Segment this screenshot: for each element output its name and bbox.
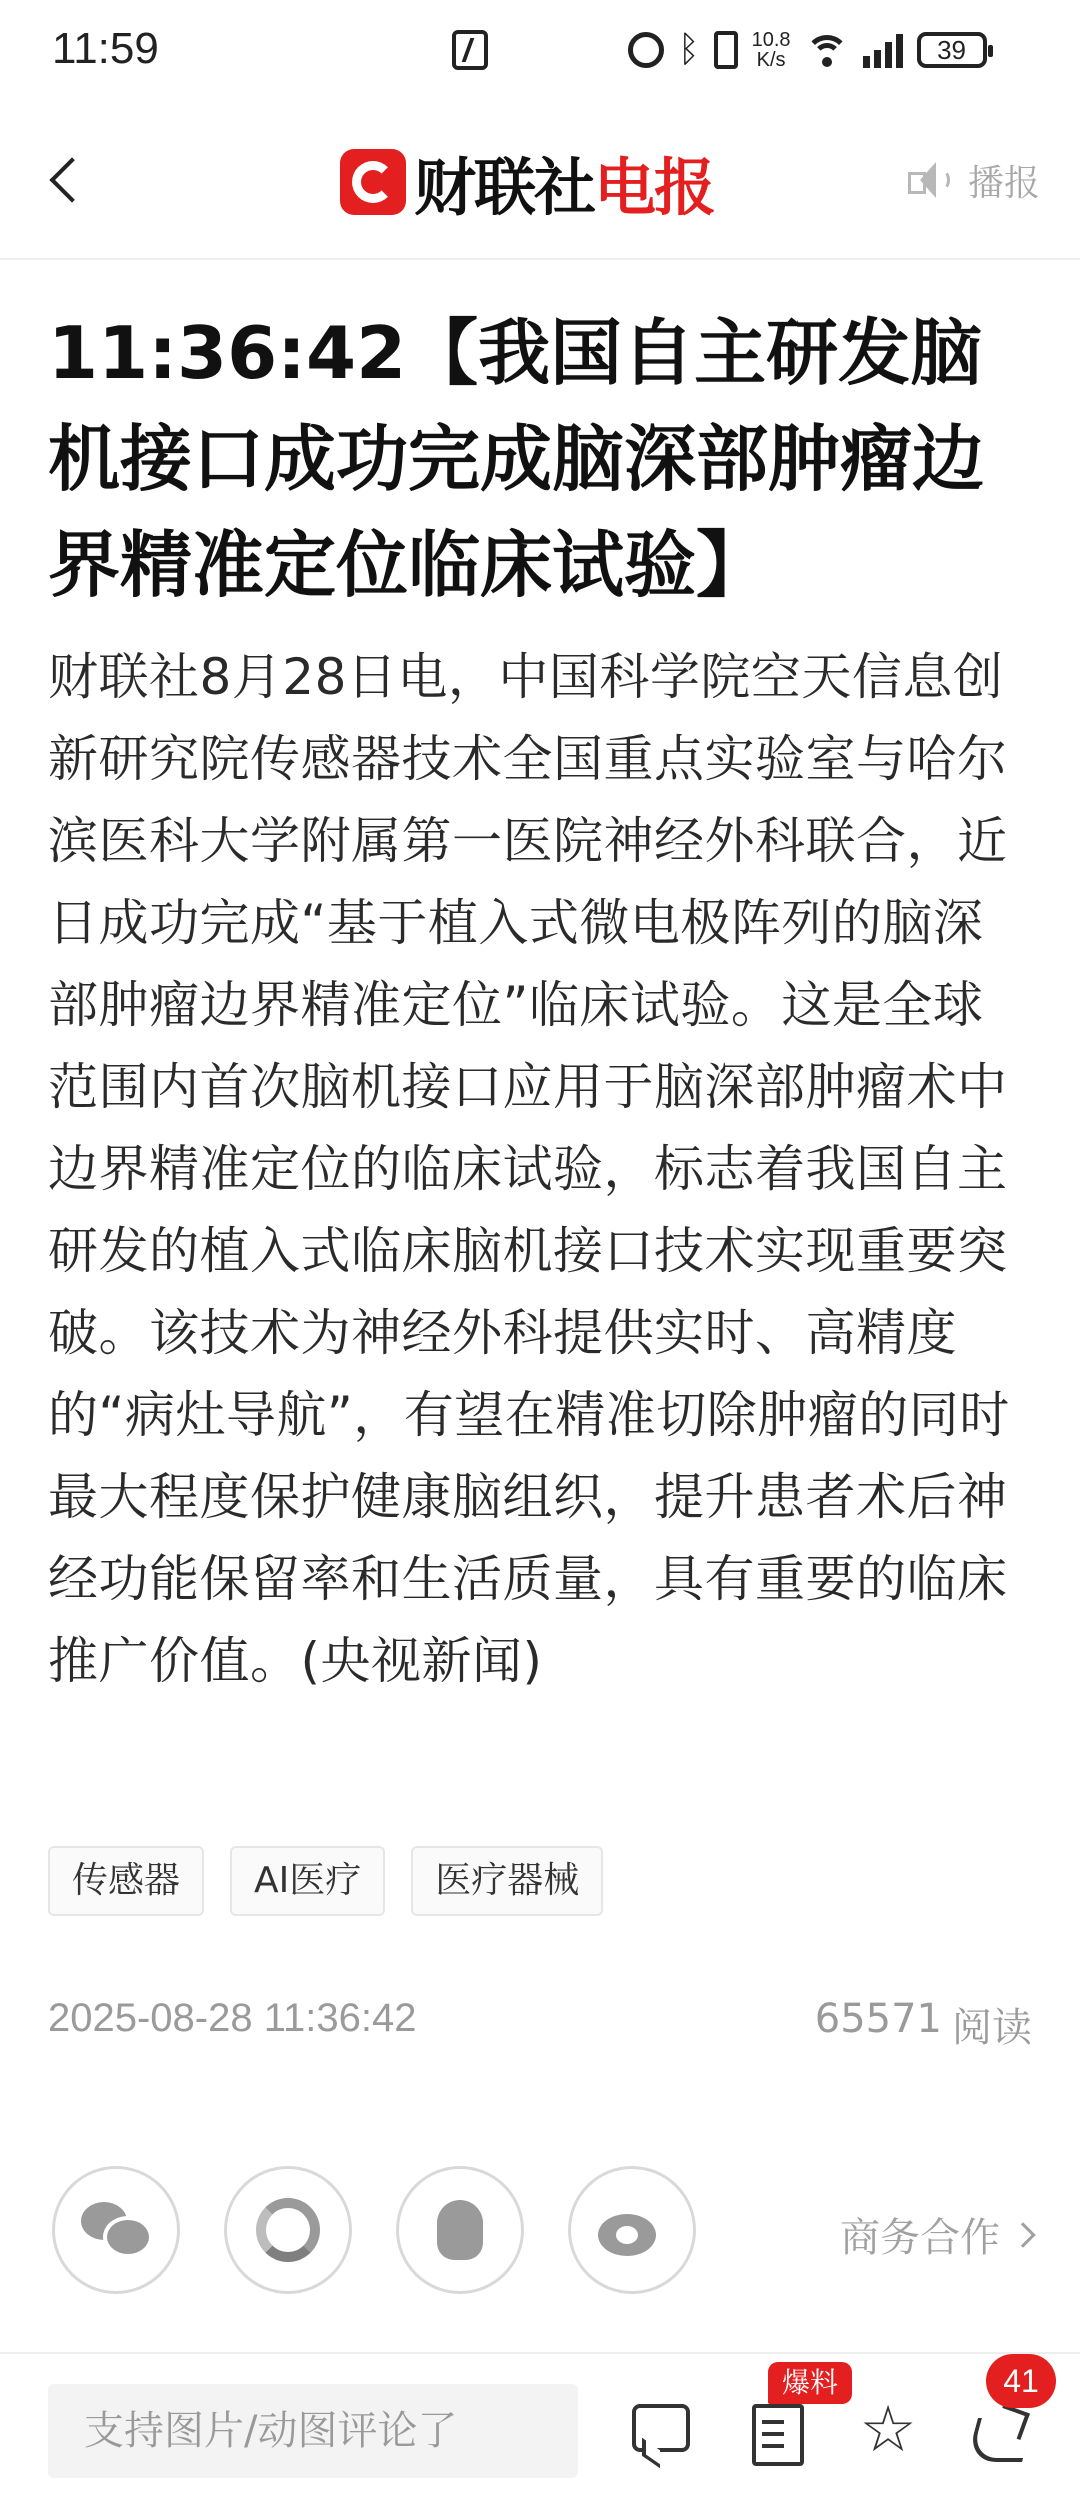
logo-text-telegraph: 电报 (594, 150, 715, 224)
app-logo (340, 146, 715, 224)
share-count-badge: 41 (986, 2354, 1056, 2408)
network-speed-unit: K/s (756, 49, 786, 71)
moments-icon (256, 2198, 320, 2262)
tag-ai-medical[interactable]: AI医疗 (230, 1846, 385, 1916)
vibrate-icon (714, 31, 738, 69)
share-qq-button[interactable] (396, 2166, 524, 2294)
wifi-icon (805, 33, 849, 67)
business-cooperation-link[interactable] (840, 2206, 1032, 2263)
baoliao-badge: 爆料 (768, 2362, 852, 2404)
share-row (52, 2166, 696, 2294)
nfc-icon (452, 30, 488, 70)
alarm-icon (628, 32, 664, 68)
logo-text-brand: 财联社 (414, 150, 595, 224)
network-speed-value: 10.8 (751, 29, 791, 51)
battery-indicator: 39 (917, 32, 987, 68)
article-body: 财联社8月28日电，中国科学院空天信息创新研究院传感器技术全国重点实验室与哈尔滨医科大学附属第一医院神经外科联合，近日成功完成“基于植入式微电极阵列的脑深部肿瘤边界精准定位”临床试验。这是全球范围内首次脑机接口应用于脑深部肿瘤术中边界精准定位的临床试验，标志着我国自主研发的植入式临床脑机接口技术实现重要突破。该技术为神经外科提供实时、高精度的“病灶导航”，有望在精准切除肿瘤的同时最大程度保护健康脑组织，提升患者术后神经功能保留率和生活质量，具有重要的临床推广价值。(央视新闻) (48, 648, 1010, 1690)
bluetooth-icon: ᛒ (678, 29, 700, 70)
read-count-value: 65571 (814, 1996, 942, 2042)
qq-icon (437, 2200, 483, 2260)
status-time: 11:59 (52, 24, 159, 73)
logo-mark-icon (340, 149, 406, 215)
app-header (0, 100, 1080, 260)
share-wechat-button[interactable] (52, 2166, 180, 2294)
share-moments-button[interactable] (224, 2166, 352, 2294)
broadcast-label: 播报 (968, 162, 1041, 204)
share-icon[interactable] (968, 2400, 1028, 2460)
tag-sensor[interactable]: 传感器 (48, 1846, 204, 1916)
publish-date: 2025-08-28 11:36:42 (48, 1996, 417, 2040)
read-count-label: 阅读 (952, 2005, 1032, 2051)
favorite-star-icon[interactable]: ☆ (859, 2393, 917, 2467)
broadcast-button[interactable] (906, 152, 1040, 208)
status-bar (0, 0, 1080, 100)
share-weibo-button[interactable] (568, 2166, 696, 2294)
weibo-icon (598, 2204, 666, 2256)
network-speed (752, 30, 791, 70)
chevron-right-icon (1010, 2222, 1035, 2247)
signal-icon (863, 32, 903, 68)
article (48, 300, 1032, 1702)
status-icons (628, 26, 987, 74)
comment-input[interactable]: 支持图片/动图评论了 (48, 2384, 578, 2478)
comment-icon[interactable] (628, 2400, 688, 2460)
business-cooperation-label: 商务合作 (840, 2215, 1000, 2261)
back-button[interactable] (44, 152, 88, 208)
tag-medical-device[interactable]: 医疗器械 (411, 1846, 603, 1916)
read-count (815, 1996, 1032, 2053)
bottom-action-bar (0, 2352, 1080, 2504)
wechat-icon (81, 2202, 151, 2258)
report-icon[interactable] (746, 2400, 806, 2460)
tag-list (48, 1846, 603, 1916)
article-title: 11:36:42【我国自主研发脑机接口成功完成脑深部肿瘤边界精准定位临床试验】 (48, 311, 985, 607)
speaker-icon (906, 160, 950, 200)
